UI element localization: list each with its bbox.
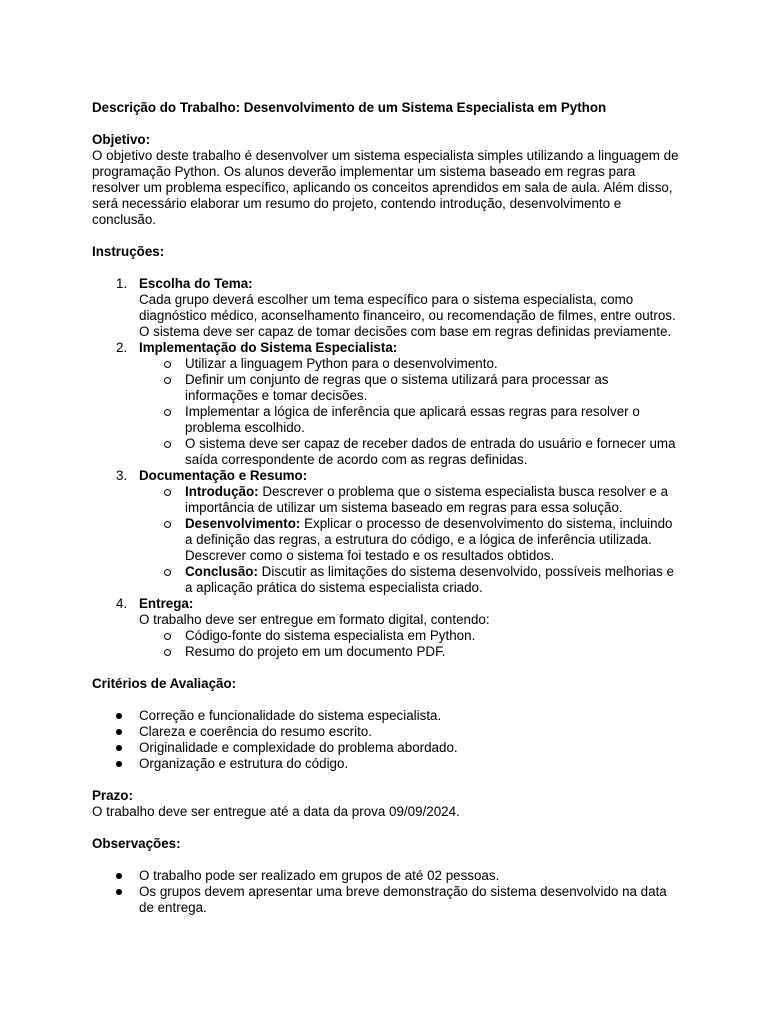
prazo-text: O trabalho deve ser entregue até a data da prova 09/09/2024.	[92, 804, 460, 819]
criterio-item: Originalidade e complexidade do problema abordado.	[92, 740, 682, 756]
instrucao-title: Entrega:	[139, 596, 194, 611]
instrucao-text: Cada grupo deverá escolher um tema específico para o sistema especialista, como diagnóstico médico, aconselhamento financeiro, ou recomendação de filmes, entre outros. O sistema deve ser capaz de tomar decisões com base em regras definidas previamente.	[139, 292, 676, 339]
sublist-item: Definir um conjunto de regras que o sistema utilizará para processar as informações e tomar decisões.	[139, 372, 682, 404]
criterio-item: Clareza e coerência do resumo escrito.	[92, 724, 682, 740]
sublist-item: O sistema deve ser capaz de receber dados de entrada do usuário e fornecer uma saída correspondente de acordo com as regras definidas.	[139, 436, 682, 468]
instrucao-item-1	[92, 276, 682, 340]
document-content	[92, 100, 682, 916]
instrucao-text: O trabalho deve ser entregue em formato digital, contendo:	[139, 612, 490, 627]
sublist-item	[139, 516, 682, 564]
instrucao-number: 4.	[116, 596, 128, 611]
objetivo-heading: Objetivo:	[92, 132, 151, 147]
criterios-list	[92, 708, 682, 772]
observacao-item: Os grupos devem apresentar uma breve demonstração do sistema desenvolvido na data de entrega.	[92, 884, 682, 916]
instrucao-item-4	[92, 596, 682, 660]
sublist-label: Conclusão:	[185, 564, 258, 579]
instrucoes-heading: Instruções:	[92, 244, 165, 259]
instrucao-sublist	[139, 484, 682, 596]
instrucao-item-2	[92, 340, 682, 468]
observacao-item: O trabalho pode ser realizado em grupos de até 02 pessoas.	[92, 868, 682, 884]
instrucao-number: 2.	[116, 340, 128, 355]
prazo-heading: Prazo:	[92, 788, 133, 803]
criterio-item: Correção e funcionalidade do sistema especialista.	[92, 708, 682, 724]
instrucao-number: 3.	[116, 468, 128, 483]
instrucao-sublist	[139, 356, 682, 468]
observacoes-list	[92, 868, 682, 916]
sublist-item: Resumo do projeto em um documento PDF.	[139, 644, 682, 660]
instrucao-sublist	[139, 628, 682, 660]
sublist-item: Utilizar a linguagem Python para o desenvolvimento.	[139, 356, 682, 372]
instrucao-title: Escolha do Tema:	[139, 276, 253, 291]
instrucao-item-3	[92, 468, 682, 596]
criterio-item: Organização e estrutura do código.	[92, 756, 682, 772]
sublist-label: Introdução:	[185, 484, 259, 499]
instrucao-title: Implementação do Sistema Especialista:	[139, 340, 398, 355]
sublist-label: Desenvolvimento:	[185, 516, 301, 531]
sublist-text: Descrever o problema que o sistema especialista busca resolver e a importância de utilizar um sistema baseado em regras para essa solução.	[185, 484, 669, 515]
objetivo-text: O objetivo deste trabalho é desenvolver um sistema especialista simples utilizando a linguagem de programação Python. Os alunos deverão implementar um sistema baseado em regras para resolver um problema específico, aplicando os conceitos aprendidos em sala de aula. Além disso, será necessário elaborar um resumo do projeto, contendo introdução, desenvolvimento e conclusão.	[92, 148, 679, 227]
document-title: Descrição do Trabalho: Desenvolvimento de um Sistema Especialista em Python	[92, 100, 607, 115]
sublist-item: Código-fonte do sistema especialista em Python.	[139, 628, 682, 644]
sublist-item: Implementar a lógica de inferência que aplicará essas regras para resolver o problema escolhido.	[139, 404, 682, 436]
sublist-text: Discutir as limitações do sistema desenvolvido, possíveis melhorias e a aplicação prática do sistema especialista criado.	[185, 564, 674, 595]
instrucoes-list	[92, 276, 682, 660]
instrucao-title: Documentação e Resumo:	[139, 468, 308, 483]
criterios-heading: Critérios de Avaliação:	[92, 676, 237, 691]
instrucao-number: 1.	[116, 276, 128, 291]
sublist-text: Explicar o processo de desenvolvimento do sistema, incluindo a definição das regras, a estrutura do código, e a lógica de inferência utilizada. Descrever como o sistema foi testado e os resultados obtidos.	[185, 516, 673, 563]
sublist-item	[139, 484, 682, 516]
sublist-item	[139, 564, 682, 596]
observacoes-heading: Observações:	[92, 836, 181, 851]
